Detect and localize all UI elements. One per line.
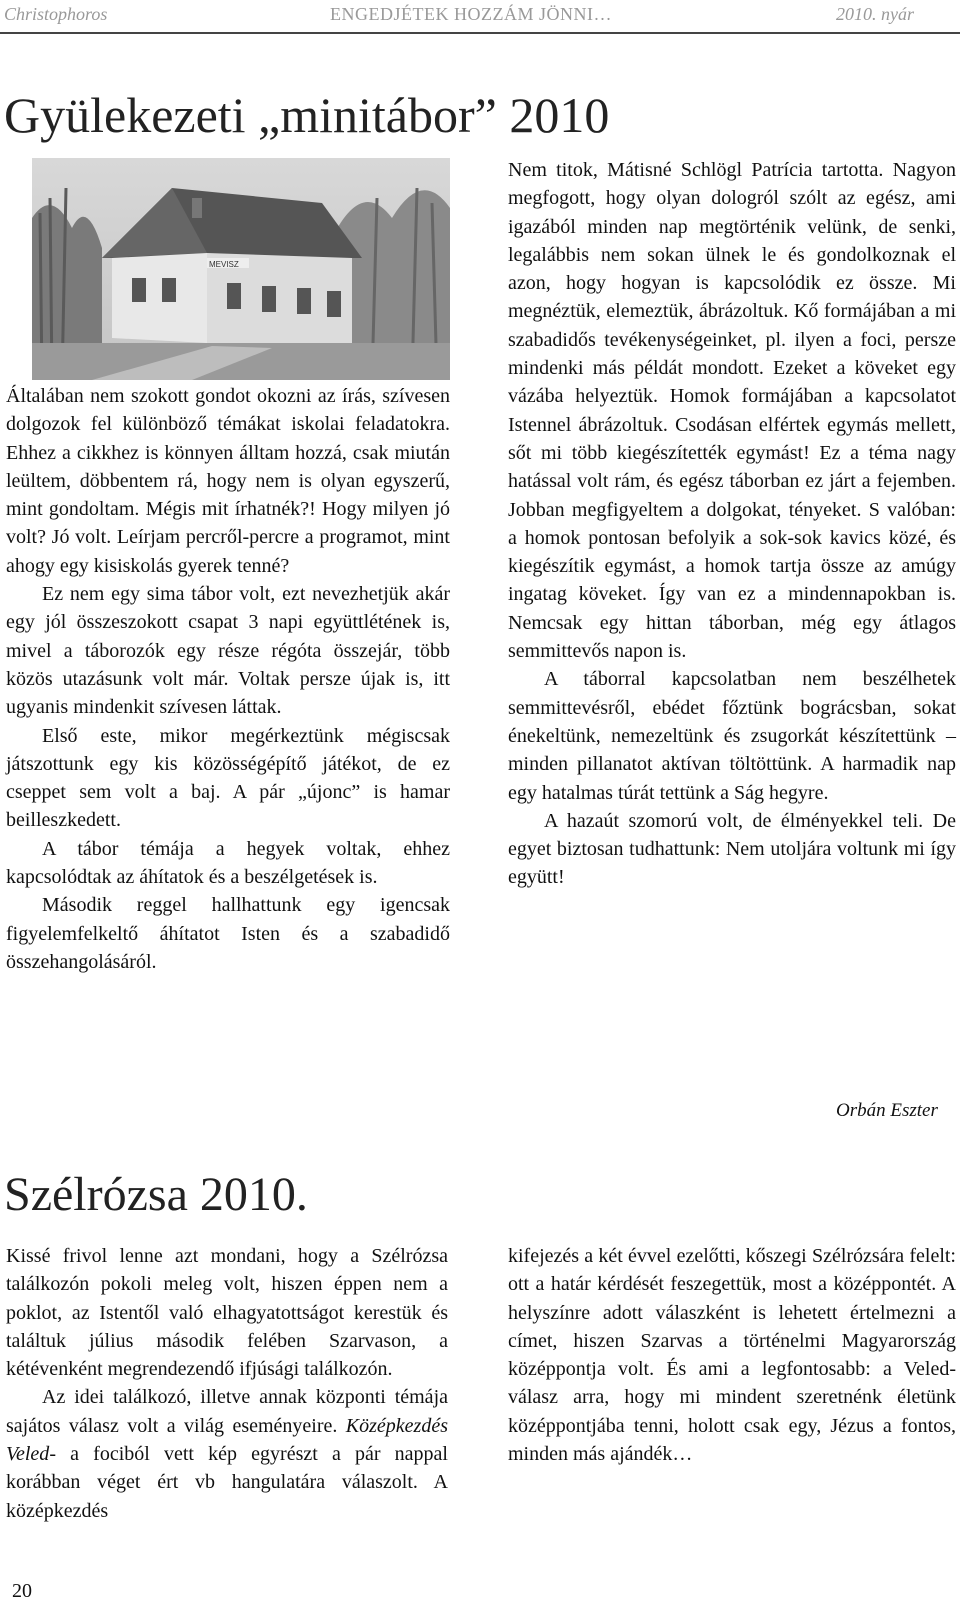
- article-title-2: Szélrózsa 2010.: [4, 1168, 308, 1221]
- article1-column-left: [6, 382, 450, 976]
- paragraph-text: - a fociból vett kép egyrészt a pár nappal korábban véget ért vb hangulatára válaszolt. A középkezdés: [6, 1443, 448, 1522]
- paragraph: Kissé frivol lenne azt mondani, hogy a Szélrózsa találkozón pokoli meleg volt, hiszen éppen nem a poklot, az Istentől való elhagyatottságot kerestük és találtuk július második felében Szarvason, a kétévenként megrendezendő ifjúsági találkozón.: [6, 1245, 448, 1381]
- header-section: ENGEDJÉTEK HOZZÁM JÖNNI…: [330, 4, 612, 24]
- author-signature: Orbán Eszter: [836, 1100, 938, 1121]
- article2-column-left: [6, 1242, 448, 1525]
- page-number: 20: [12, 1580, 32, 1602]
- header-publication: Christophoros: [4, 4, 108, 24]
- article1-column-right: [508, 156, 956, 892]
- paragraph-text: Az idei találkozó, illetve annak központi témája sajátos válasz volt a világ eseményeire.: [6, 1386, 448, 1437]
- building-sign: MEVISZ: [209, 260, 239, 269]
- paragraph: Nem titok, Mátisné Schlögl Patrícia tartotta. Nagyon megfogott, hogy olyan dologról szólt az egész, ami igazából minden nap megtörténik velünk, de senki, legalábbis nem sokan ülnek le és gondolkoznak el azon, hogy hogyan is kapcsolódik ez össze. Mi megnéztük, elemeztük, ábrázoltuk. Kő formájában a mi szabadidős tevékenységeinket, pl. ilyen a foci, persze mindenki más példát mondott. Ezeket a köveket egy vázába helyeztük. Homok formájában a kapcsolatot Istennel ábrázoltuk. Csodásan elfértek egymás mellett, sőt mi több kiegészítették egymást! Ez a téma nagy hatással volt rám, és egész táborban ez járt a fejemben. Jobban megfigyeltem a dolgokat, tényeket. S valóban: a homok pontosan befolyik a sok-sok kavics közé, és kiegészítik egymást, a homok tartja össze az amúgy ingatag köveket. Így van ez a mindennapokban is. Nemcsak egy hittan táborban, még egy átlagos semmittevős napon is.: [508, 159, 956, 663]
- running-header: [0, 0, 960, 34]
- paragraph: A hazaút szomorú volt, de élményekkel teli. De egyet biztosan tudhattunk: Nem utoljára voltunk mi így együtt!: [508, 809, 956, 889]
- paragraph: Első este, mikor megérkeztünk mégiscsak játszottunk egy kis közösségépítő játékot, de ez cseppet sem volt a baj. A pár „újonc” is hamar beilleszkedett.: [6, 724, 450, 832]
- photo-illustration: [32, 158, 450, 380]
- paragraph: Második reggel hallhattunk egy igencsak figyelemfelkeltő áhítatot Isten és a szabadidő összehangolásáról.: [6, 894, 450, 973]
- article-title: Gyülekezeti „minitábor” 2010: [4, 87, 610, 143]
- paragraph: A táborral kapcsolatban nem beszélhetek semmittevésről, ebédet főztünk bográcsban, sokat énekeltünk, nemezeltünk és zsugorkát készítettünk – minden pillanatot aktívan töltöttünk. A harmadik nap egy hatalmas túrát tettünk a Ság hegyre.: [508, 668, 956, 804]
- paragraph: kifejezés a két évvel ezelőtti, kőszegi Szélrózsára felelt: ott a határ kérdését feszegettük, most a középpontét. A helyszínre adott válaszként is lehetett értelmezni a címet, hiszen Szarvas a történelmi Magyarország középpontja volt. És ami a legfontosabb: a Veled- válasz arra, hogy mi mindent szeretnénk életünk középpontjába tenni, holott csak egy, Jézus a fontos, minden más ajándék…: [508, 1245, 956, 1466]
- header-issue: 2010. nyár: [836, 4, 914, 24]
- paragraph: A tábor témája a hegyek voltak, ehhez kapcsolódtak az áhítatok és a beszélgetések is.: [6, 837, 450, 889]
- article2-column-right: [508, 1242, 956, 1468]
- paragraph: Ez nem egy sima tábor volt, ezt nevezhetjük akár egy jól összeszokott csapat 3 napi együttlétének is, mivel a táborozók egy része régóta összejár, több közös utazásunk volt már. Voltak persze újak is, itt ugyanis mindenkit szívesen láttak.: [6, 583, 450, 719]
- camp-building-photo: [32, 158, 450, 380]
- paragraph: [6, 1383, 448, 1524]
- theme-title: Középkezdés Veled: [6, 1414, 448, 1466]
- paragraph: Általában nem szokott gondot okozni az írás, szívesen dolgozok fel különböző témákat iskolai feladatokra. Ehhez a cikkhez is könnyen álltam hozzá, csak miután leültem, döbbentem rá, hogy nem is olyan egyszerű, mint gondoltam. Mégis mit írhatnék?! Hogy milyen jó volt? Jó volt. Leírjam percről-percre a programot, mint ahogy egy kisiskolás gyerek tenné?: [6, 385, 450, 577]
